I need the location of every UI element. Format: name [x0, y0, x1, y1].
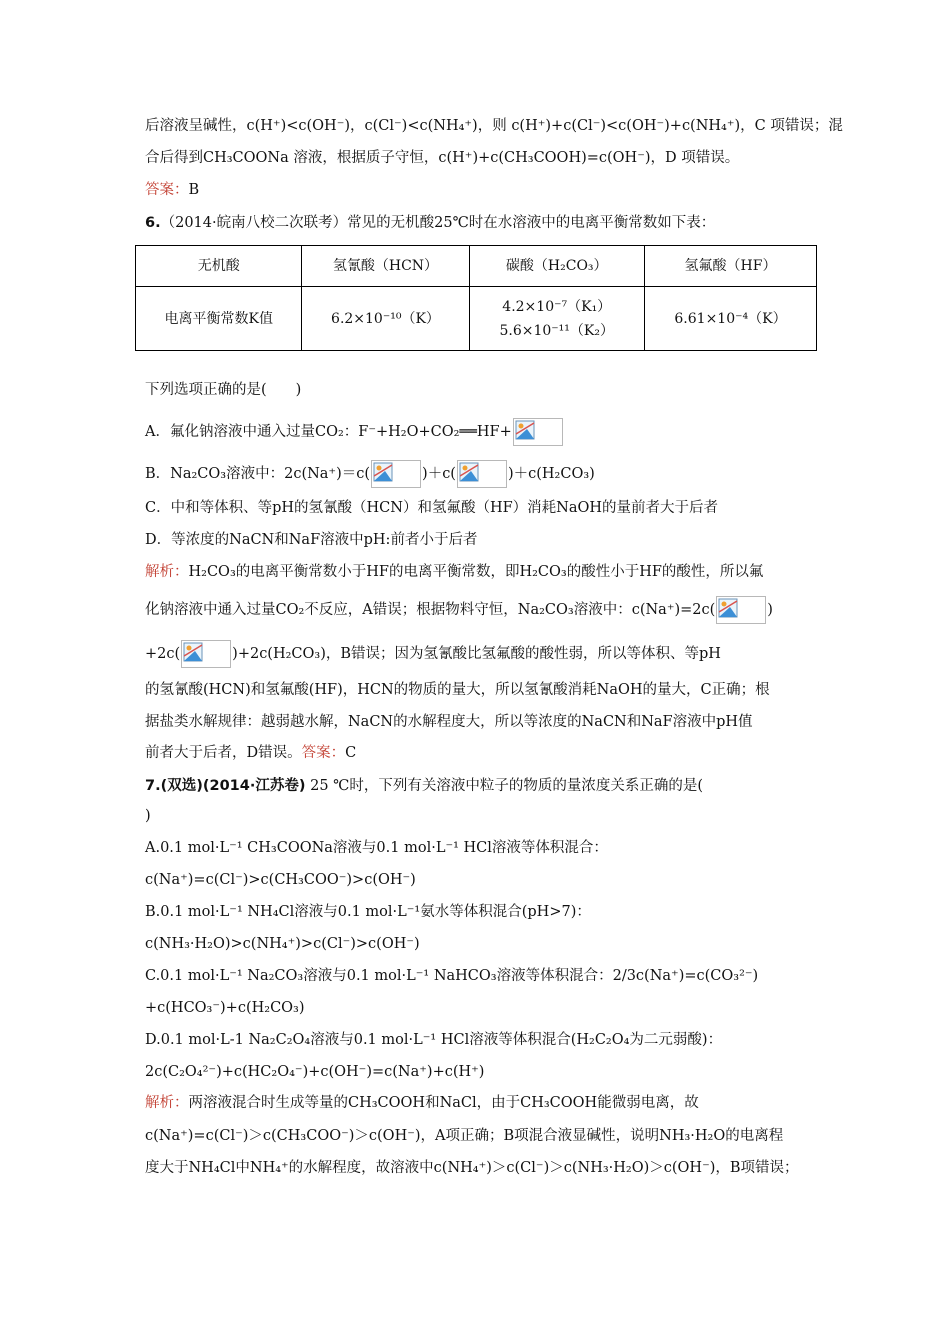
- option-b: [145, 460, 595, 488]
- question-6-title: [145, 213, 715, 233]
- explanation-text: 化钠溶液中通入过量CO₂不反应，A错误；根据物料守恒，Na₂CO₃溶液中：c(Na⁺)=2c(: [145, 602, 716, 618]
- explanation-line: [145, 1093, 699, 1113]
- table-row-label: 电离平衡常数K值: [136, 287, 302, 351]
- option-text: )＋c(H₂CO₃): [507, 466, 595, 482]
- explanation-text: )+2c(H₂CO₃)，B错误；因为氢氰酸比氢氟酸的酸性弱，所以等体积、等pH: [232, 646, 721, 662]
- answer-label: 答案：: [301, 745, 346, 761]
- explanation-text: 两溶液混合时生成等量的CH₃COOH和NaCl，由于CH₃COOH能微弱电离，故: [188, 1095, 699, 1111]
- answer-value: B: [188, 182, 200, 198]
- explanation-line: c(Na⁺)=c(Cl⁻)＞c(CH₃COO⁻)＞c(OH⁻)，A项正确；B项混合液显碱性，说明NH₃·H₂O的电离程: [145, 1128, 784, 1144]
- k1-value: 4.2×10⁻⁷（K₁）: [502, 298, 612, 315]
- option-text: A．氟化钠溶液中通入过量CO₂：F⁻+H₂O+CO₂══HF+: [145, 424, 512, 440]
- ionization-constant-table: [135, 245, 817, 351]
- answer-line: [145, 180, 199, 200]
- broken-image-icon: [513, 418, 563, 446]
- option-c: C.0.1 mol·L⁻¹ Na₂CO₃溶液与0.1 mol·L⁻¹ NaHCO₃溶液等体积混合：2/3c(Na⁺)=c(CO₃²⁻): [145, 968, 759, 984]
- question-number: 7.(双选)(2014·江苏卷): [145, 778, 306, 794]
- question-text: 25 ℃时，下列有关溶液中粒子的物质的量浓度关系正确的是(: [305, 778, 704, 794]
- broken-image-icon: [716, 596, 766, 624]
- broken-image-icon: [371, 460, 421, 488]
- option-a: A.0.1 mol·L⁻¹ CH₃COONa溶液与0.1 mol·L⁻¹ HCl溶液等体积混合：: [145, 840, 608, 856]
- text-line: 后溶液呈碱性，c(H⁺)<c(OH⁻)，c(Cl⁻)<c(NH₄⁺)，则 c(H⁺)+c(Cl⁻)<c(OH⁻)+c(NH₄⁺)，C 项错误；混: [145, 118, 843, 134]
- explanation-text: +2c(: [145, 646, 181, 662]
- explanation-text: ): [767, 602, 773, 618]
- explanation-line: [145, 562, 763, 582]
- option-a-expression: c(Na⁺)=c(Cl⁻)>c(CH₃COO⁻)>c(OH⁻): [145, 872, 416, 888]
- question-text: （2014·皖南八校二次联考）常见的无机酸25℃时在水溶液中的电离平衡常数如下表：: [160, 215, 716, 231]
- explanation-line: 度大于NH₄Cl中NH₄⁺的水解程度，故溶液中c(NH₄⁺)＞c(Cl⁻)＞c(NH₃·H₂O)＞c(OH⁻)，B项错误；: [145, 1160, 799, 1176]
- option-b-expression: c(NH₃·H₂O)>c(NH₄⁺)>c(Cl⁻)>c(OH⁻): [145, 936, 420, 952]
- broken-image-icon: [181, 640, 231, 668]
- explanation-line: [145, 596, 773, 624]
- broken-image-icon: [457, 460, 507, 488]
- question-7-title: [145, 776, 703, 796]
- option-b: B.0.1 mol·L⁻¹ NH₄Cl溶液与0.1 mol·L⁻¹氨水等体积混合(pH>7)：: [145, 904, 591, 920]
- answer-label: 答案：: [145, 182, 189, 198]
- explanation-line: 据盐类水解规律：越弱越水解，NaCN的水解程度大，所以等浓度的NaCN和NaF溶液中pH值: [145, 714, 753, 730]
- explanation-line: [145, 640, 721, 668]
- explanation-text: H₂CO₃的电离平衡常数小于HF的电离平衡常数，即H₂CO₃的酸性小于HF的酸性，所以氟: [188, 564, 764, 580]
- answer-value: C: [345, 745, 357, 761]
- option-text: B．Na₂CO₃溶液中：2c(Na⁺)＝c(: [145, 466, 371, 482]
- explanation-text: 前者大于后者，D错误。: [145, 745, 302, 761]
- k2-value: 5.6×10⁻¹¹（K₂）: [499, 322, 614, 339]
- table-header: 氢氰酸（HCN）: [302, 246, 469, 287]
- table-header: 氢氟酸（HF）: [644, 246, 816, 287]
- text-line: ): [145, 808, 151, 824]
- table-cell: 6.61×10⁻⁴（K）: [644, 287, 816, 351]
- option-d: D.0.1 mol·L-1 Na₂C₂O₄溶液与0.1 mol·L⁻¹ HCl溶液等体积混合(H₂C₂O₄为二元弱酸)：: [145, 1032, 723, 1048]
- option-c: C．中和等体积、等pH的氢氰酸（HCN）和氢氟酸（HF）消耗NaOH的量前者大于后者: [145, 500, 719, 516]
- option-d: D．等浓度的NaCN和NaF溶液中pH:前者小于后者: [145, 532, 478, 548]
- explanation-line: [145, 743, 356, 763]
- explanation-label: 解析：: [145, 564, 189, 580]
- option-d-expression: 2c(C₂O₄²⁻)+c(HC₂O₄⁻)+c(OH⁻)=c(Na⁺)+c(H⁺): [145, 1064, 485, 1080]
- explanation-line: 的氢氰酸(HCN)和氢氟酸(HF)，HCN的物质的量大，所以氢氰酸消耗NaOH的量大，C正确；根: [145, 682, 770, 698]
- text-line: 合后得到CH₃COONa 溶液，根据质子守恒，c(H⁺)+c(CH₃COOH)=c(OH⁻)，D 项错误。: [145, 150, 740, 166]
- table-cell: 6.2×10⁻¹⁰（K）: [302, 287, 469, 351]
- table-header: 无机酸: [136, 246, 302, 287]
- option-c-expression: +c(HCO₃⁻)+c(H₂CO₃): [145, 1000, 305, 1016]
- explanation-label: 解析：: [145, 1095, 189, 1111]
- table-header: 碳酸（H₂CO₃）: [469, 246, 644, 287]
- option-text: )＋c(: [422, 466, 456, 482]
- question-number: 6.: [145, 215, 161, 231]
- question-stem: 下列选项正确的是( ): [145, 382, 302, 398]
- table-cell: [469, 287, 644, 351]
- option-a: [145, 418, 564, 446]
